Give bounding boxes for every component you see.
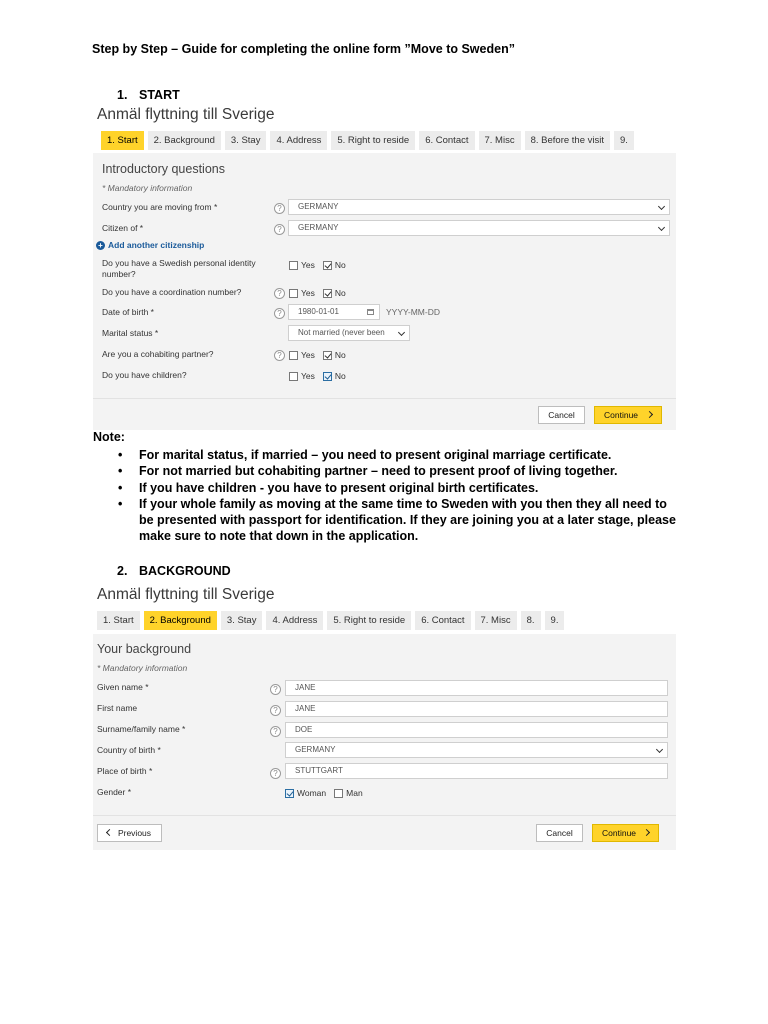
help-icon[interactable]: ?: [270, 726, 281, 737]
form-1-panel: [93, 153, 676, 430]
form-2-panel: [93, 634, 676, 850]
note-title: Note:: [93, 430, 125, 444]
cancel-button[interactable]: Cancel: [536, 824, 583, 842]
mandatory-note: * Mandatory information: [97, 663, 188, 673]
country-moving-from-value: GERMANY: [298, 202, 339, 211]
step-tab-right-to-reside[interactable]: 5. Right to reside: [331, 131, 415, 150]
calendar-icon[interactable]: [367, 309, 374, 315]
mandatory-note: * Mandatory information: [102, 183, 193, 193]
previous-label: Previous: [117, 828, 152, 838]
chevron-down-icon: [656, 746, 663, 753]
yes-label: Yes: [301, 350, 315, 360]
citizen-of-select[interactable]: [288, 220, 670, 236]
children-options: [289, 371, 354, 381]
step-tab-address[interactable]: 4. Address: [266, 611, 323, 630]
woman-label: Woman: [297, 788, 327, 798]
section-2-number: 2.: [117, 564, 128, 578]
gender-man-checkbox[interactable]: [334, 789, 343, 798]
coordination-number-label: Do you have a coordination number?: [102, 287, 242, 297]
chevron-left-icon: [106, 829, 113, 836]
no-label: No: [334, 260, 346, 270]
step-tab-9[interactable]: 9.: [545, 611, 565, 630]
chevron-down-icon: [658, 203, 665, 210]
step-tab-right-to-reside[interactable]: 5. Right to reside: [327, 611, 411, 630]
first-name-value: JANE: [295, 704, 316, 713]
country-of-birth-value: GERMANY: [295, 745, 336, 754]
step-tab-9[interactable]: 9.: [614, 131, 634, 150]
form-1-app-title: Anmäl flyttning till Sverige: [97, 106, 275, 123]
chevron-right-icon: [643, 829, 650, 836]
yes-label: Yes: [301, 371, 315, 381]
step-tab-start[interactable]: 1. Start: [101, 131, 144, 150]
surname-input[interactable]: [285, 722, 668, 738]
step-tab-background[interactable]: 2. Background: [148, 131, 221, 150]
cohabiting-yes-checkbox[interactable]: [289, 351, 298, 360]
section-1-number: 1.: [117, 88, 128, 102]
add-citizenship-link[interactable]: [96, 240, 204, 250]
personal-id-yes-checkbox[interactable]: [289, 261, 298, 270]
gender-options: [285, 788, 371, 798]
previous-button[interactable]: [97, 824, 162, 842]
cohabiting-no-checkbox[interactable]: [323, 351, 332, 360]
section-2-title: BACKGROUND: [139, 564, 231, 578]
divider: [93, 398, 676, 399]
country-moving-from-select[interactable]: [288, 199, 670, 215]
step-tab-stay[interactable]: 3. Stay: [221, 611, 263, 630]
step-tab-before-the-visit[interactable]: 8. Before the visit: [525, 131, 610, 150]
section-1-heading: [117, 88, 180, 102]
divider: [93, 815, 676, 816]
gender-label: Gender *: [97, 787, 132, 797]
citizen-of-label: Citizen of *: [102, 223, 144, 233]
section-1-title: START: [139, 88, 180, 102]
note-children: • If you have children - you have to present original birth certificates.: [118, 480, 683, 496]
cohabiting-partner-label: Are you a cohabiting partner?: [102, 349, 214, 359]
marital-status-select[interactable]: [288, 325, 410, 341]
cohabiting-options: [289, 350, 354, 360]
step-tab-address[interactable]: 4. Address: [270, 131, 327, 150]
form-2-step-tabs: [97, 611, 564, 630]
no-label: No: [334, 371, 346, 381]
add-citizenship-label: Add another citizenship: [108, 240, 205, 250]
note-family: • If your whole family as moving at the same time to Sweden with you then they all need to be presented with passport for identification. If they are joining you at a later stage, please make sure to note that down in the application.: [118, 496, 683, 545]
first-name-label: First name: [97, 703, 138, 713]
man-label: Man: [346, 788, 363, 798]
country-of-birth-select[interactable]: [285, 742, 668, 758]
help-icon[interactable]: ?: [270, 684, 281, 695]
children-no-checkbox[interactable]: [323, 372, 332, 381]
continue-label: Continue: [602, 828, 637, 838]
no-label: No: [334, 350, 346, 360]
country-of-birth-label: Country of birth *: [97, 745, 161, 755]
coordination-no-checkbox[interactable]: [323, 289, 332, 298]
personal-id-options: [289, 260, 354, 270]
place-of-birth-input[interactable]: [285, 763, 668, 779]
personal-id-no-checkbox[interactable]: [323, 261, 332, 270]
step-tab-contact[interactable]: 6. Contact: [419, 131, 474, 150]
plus-circle-icon: +: [96, 241, 105, 250]
help-icon[interactable]: ?: [274, 288, 285, 299]
given-name-value: JANE: [295, 683, 316, 692]
place-of-birth-label: Place of birth *: [97, 766, 153, 776]
note-marital-status: • For marital status, if married – you need to present original marriage certificate.: [118, 447, 683, 463]
help-icon[interactable]: ?: [274, 203, 285, 214]
date-of-birth-label: Date of birth *: [102, 307, 154, 317]
continue-button[interactable]: [594, 406, 662, 424]
step-tab-stay[interactable]: 3. Stay: [225, 131, 267, 150]
yes-label: Yes: [301, 260, 315, 270]
given-name-label: Given name *: [97, 682, 149, 692]
coordination-yes-checkbox[interactable]: [289, 289, 298, 298]
children-label: Do you have children?: [102, 370, 187, 380]
step-tab-start[interactable]: 1. Start: [97, 611, 140, 630]
note-cohabiting: • For not married but cohabiting partner – need to present proof of living together.: [118, 463, 683, 479]
help-icon[interactable]: ?: [274, 350, 285, 361]
first-name-input[interactable]: [285, 701, 668, 717]
step-tab-misc[interactable]: 7. Misc: [475, 611, 517, 630]
children-yes-checkbox[interactable]: [289, 372, 298, 381]
yes-label: Yes: [301, 288, 315, 298]
continue-label: Continue: [604, 410, 639, 420]
help-icon[interactable]: ?: [270, 768, 281, 779]
gender-woman-checkbox[interactable]: [285, 789, 294, 798]
cancel-button[interactable]: Cancel: [538, 406, 585, 424]
help-icon[interactable]: ?: [270, 705, 281, 716]
date-of-birth-value: 1980-01-01: [298, 307, 339, 316]
panel-title: Introductory questions: [102, 162, 225, 176]
chevron-down-icon: [398, 329, 405, 336]
date-format-hint: YYYY-MM-DD: [386, 307, 440, 317]
country-moving-from-label: Country you are moving from *: [102, 202, 218, 212]
chevron-down-icon: [658, 224, 665, 231]
marital-status-value: Not married (never been: [298, 328, 385, 337]
surname-value: DOE: [295, 725, 313, 734]
form-1-step-tabs: [101, 131, 634, 150]
coordination-options: [289, 288, 354, 298]
no-label: No: [334, 288, 346, 298]
personal-id-label: Do you have a Swedish personal identity number?: [102, 258, 256, 279]
given-name-input[interactable]: [285, 680, 668, 696]
step-tab-contact[interactable]: 6. Contact: [415, 611, 470, 630]
surname-label: Surname/family name *: [97, 724, 186, 734]
step-tab-background[interactable]: 2. Background: [144, 611, 217, 630]
step-tab-8[interactable]: 8.: [521, 611, 541, 630]
panel-title: Your background: [97, 642, 192, 656]
chevron-right-icon: [646, 411, 653, 418]
citizen-of-value: GERMANY: [298, 223, 339, 232]
step-tab-misc[interactable]: 7. Misc: [479, 131, 521, 150]
notes-list: [118, 447, 683, 545]
help-icon[interactable]: ?: [274, 224, 285, 235]
section-2-heading: [117, 564, 231, 578]
marital-status-label: Marital status *: [102, 328, 159, 338]
help-icon[interactable]: ?: [274, 308, 285, 319]
form-2-app-title: Anmäl flyttning till Sverige: [97, 586, 275, 603]
date-of-birth-input[interactable]: [288, 304, 380, 320]
place-of-birth-value: STUTTGART: [295, 766, 343, 775]
continue-button[interactable]: [592, 824, 659, 842]
document-title: Step by Step – Guide for completing the online form ”Move to Sweden”: [92, 42, 515, 56]
